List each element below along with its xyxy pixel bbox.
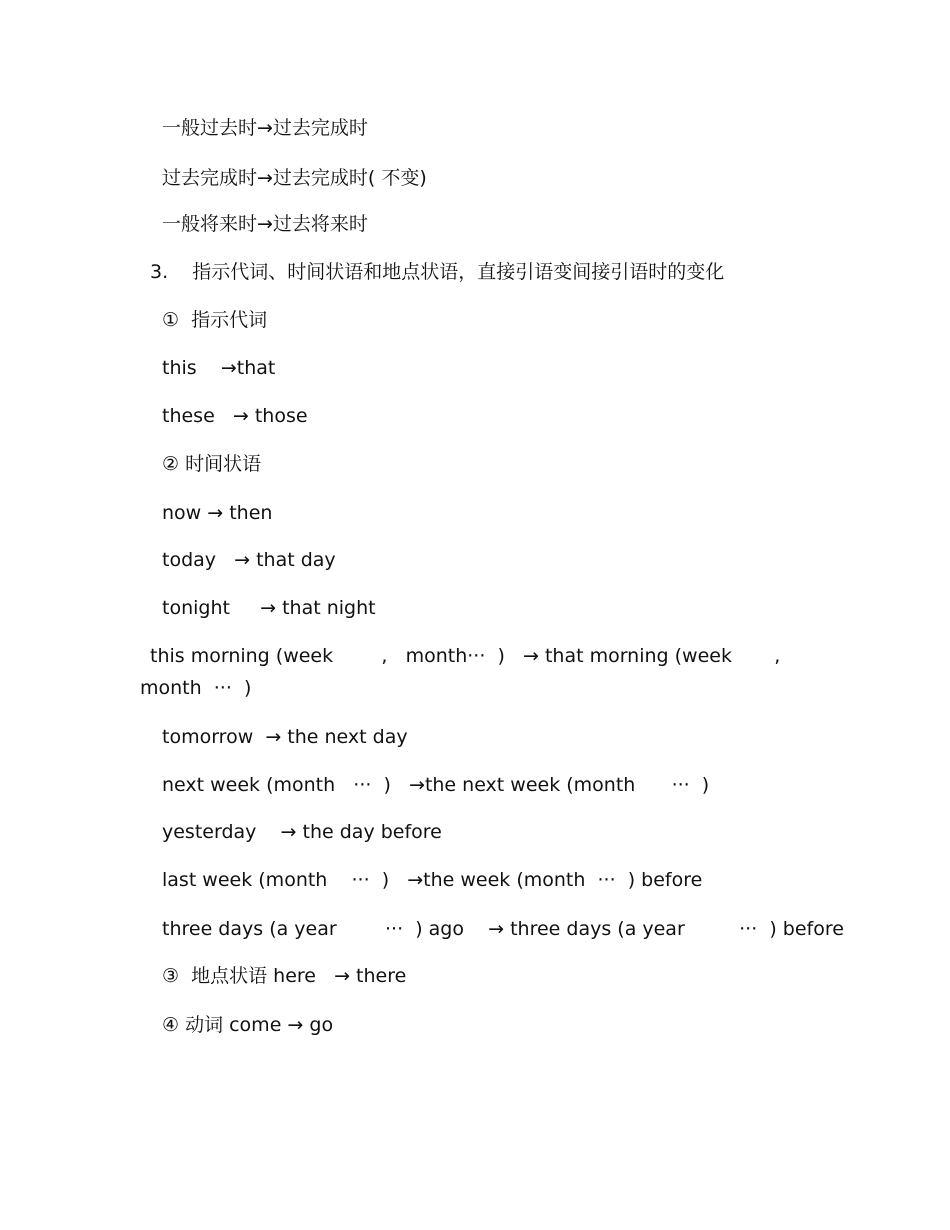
demonstratives-heading: ① 指示代词 <box>162 309 268 331</box>
time-adverbial-item: last week (month ··· ) →the week (month ··· ) before <box>162 869 703 891</box>
time-adverbial-item: three days (a year ··· ) ago → three days (a year ··· ) before <box>162 918 844 940</box>
tense-change-line-1: 一般过去时→过去完成时 <box>162 117 368 139</box>
time-adverbial-item: tomorrow → the next day <box>162 726 408 748</box>
demonstrative-item: these → those <box>162 405 308 427</box>
time-adverbial-item: tonight → that night <box>162 597 376 619</box>
time-adverbial-item: today → that day <box>162 549 336 571</box>
time-adverbial-item: now → then <box>162 502 273 524</box>
tense-change-line-2: 过去完成时→过去完成时( 不变) <box>162 167 427 189</box>
verb-change-line: ④ 动词 come → go <box>162 1014 334 1036</box>
time-adverbials-heading: ② 时间状语 <box>162 453 262 475</box>
tense-change-line-3: 一般将来时→过去将来时 <box>162 213 368 235</box>
time-adverbial-item: next week (month ··· ) →the next week (month ··· ) <box>162 774 710 796</box>
time-adverbial-item: this morning (week , month··· ) → that morning (week , month ··· ) <box>140 645 799 699</box>
place-adverbial-line: ③ 地点状语 here → there <box>162 965 407 987</box>
demonstrative-item: this →that <box>162 357 276 379</box>
time-adverbial-item: yesterday → the day before <box>162 821 442 843</box>
section-3-heading: 3. 指示代词、时间状语和地点状语，直接引语变间接引语时的变化 <box>150 261 725 283</box>
